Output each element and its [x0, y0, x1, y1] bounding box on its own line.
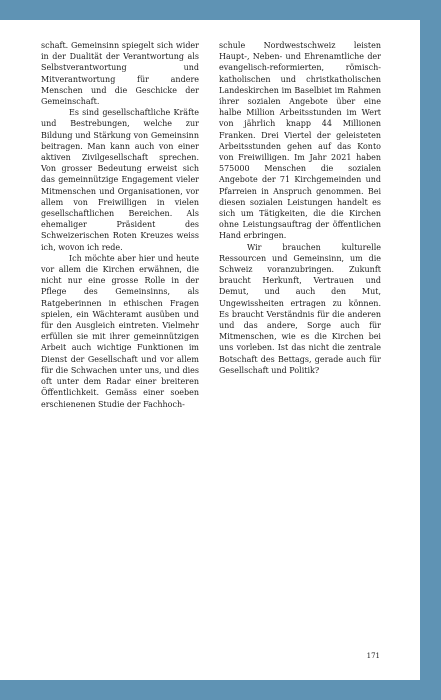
left-column — [41, 40, 199, 410]
book-page — [0, 20, 420, 680]
paragraph: Ich möchte aber hier und heute vor allem die Kirchen erwähnen, die nicht nur eine grosse Rolle in der Pflege des Gemeinsinns, als Ratgeberinnen in ethischen Fragen spielen, ein Wächteramt ausüben und für den Ausgleich eintreten. Vielmehr erfüllen sie mit ihrer gemeinnützigen Arbeit auch wichtige Funktionen im Dienst der Gesellschaft und vor allem für die Schwachen unter uns, und dies oft unter dem Radar einer breiteren Öffentlichkeit. Gemäss einer soeben erschienenen Studie der Fachhoch- — [41, 253, 199, 409]
page-number: 171 — [366, 652, 380, 660]
paragraph: Es sind gesellschaftliche Kräfte und Bestrebungen, welche zur Bildung und Stärkung von Gemeinsinn beitragen. Man kann auch von einer aktiven Zivilgesellschaft sprechen. Von grosser Bedeutung erweist sich das gemeinnützige Engagement vieler Mitmenschen und Organisationen, vor allem von Freiwilligen in vielen gesellschaftlichen Bereichen. Als ehemaliger Präsident des Schweizerischen Roten Kreuzes weiss ich, wovon ich rede. — [41, 108, 199, 252]
paragraph: Wir brauchen kulturelle Ressourcen und Gemeinsinn, um die Schweiz voranzubringen. Zukunft braucht Herkunft, Vertrauen und Demut, und auch den Mut, Ungewissheiten ertragen zu können. Es braucht Verständnis für die anderen und das andere, Sorge auch für Mitmenschen, wie es die Kirchen bei uns vorleben. Ist das nicht die zentrale Botschaft des Bettags, gerade auch für Gesellschaft und Politik? — [219, 242, 381, 375]
right-column — [219, 40, 381, 376]
paragraph: schaft. Gemeinsinn spiegelt sich wider in der Dualität der Verantwortung als Selbstverantwortung und Mitverantwortung für andere Menschen und die Geschicke der Gemeinschaft. — [41, 41, 199, 107]
paragraph: schule Nordwestschweiz leisten Haupt-, Neben- und Ehrenamtliche der evangelisch-reformierten, römisch-katholischen und christkatholischen Landeskirchen im Baselbiet im Rahmen ihrer sozialen Angebote über eine halbe Million Arbeitsstunden im Wert von jährlich knapp 44 Millionen Franken. Drei Viertel der geleisteten Arbeitsstunden gehen auf das Konto von Freiwilligen. Im Jahr 2021 haben 575000 Menschen die sozialen Angebote der 71 Kirchgemeinden und Pfarreien in Anspruch genommen. Bei diesen sozialen Leistungen handelt es sich um Tätigkeiten, die die Kirchen ohne Leistungsauftrag der öffentlichen Hand erbringen. — [219, 41, 381, 241]
